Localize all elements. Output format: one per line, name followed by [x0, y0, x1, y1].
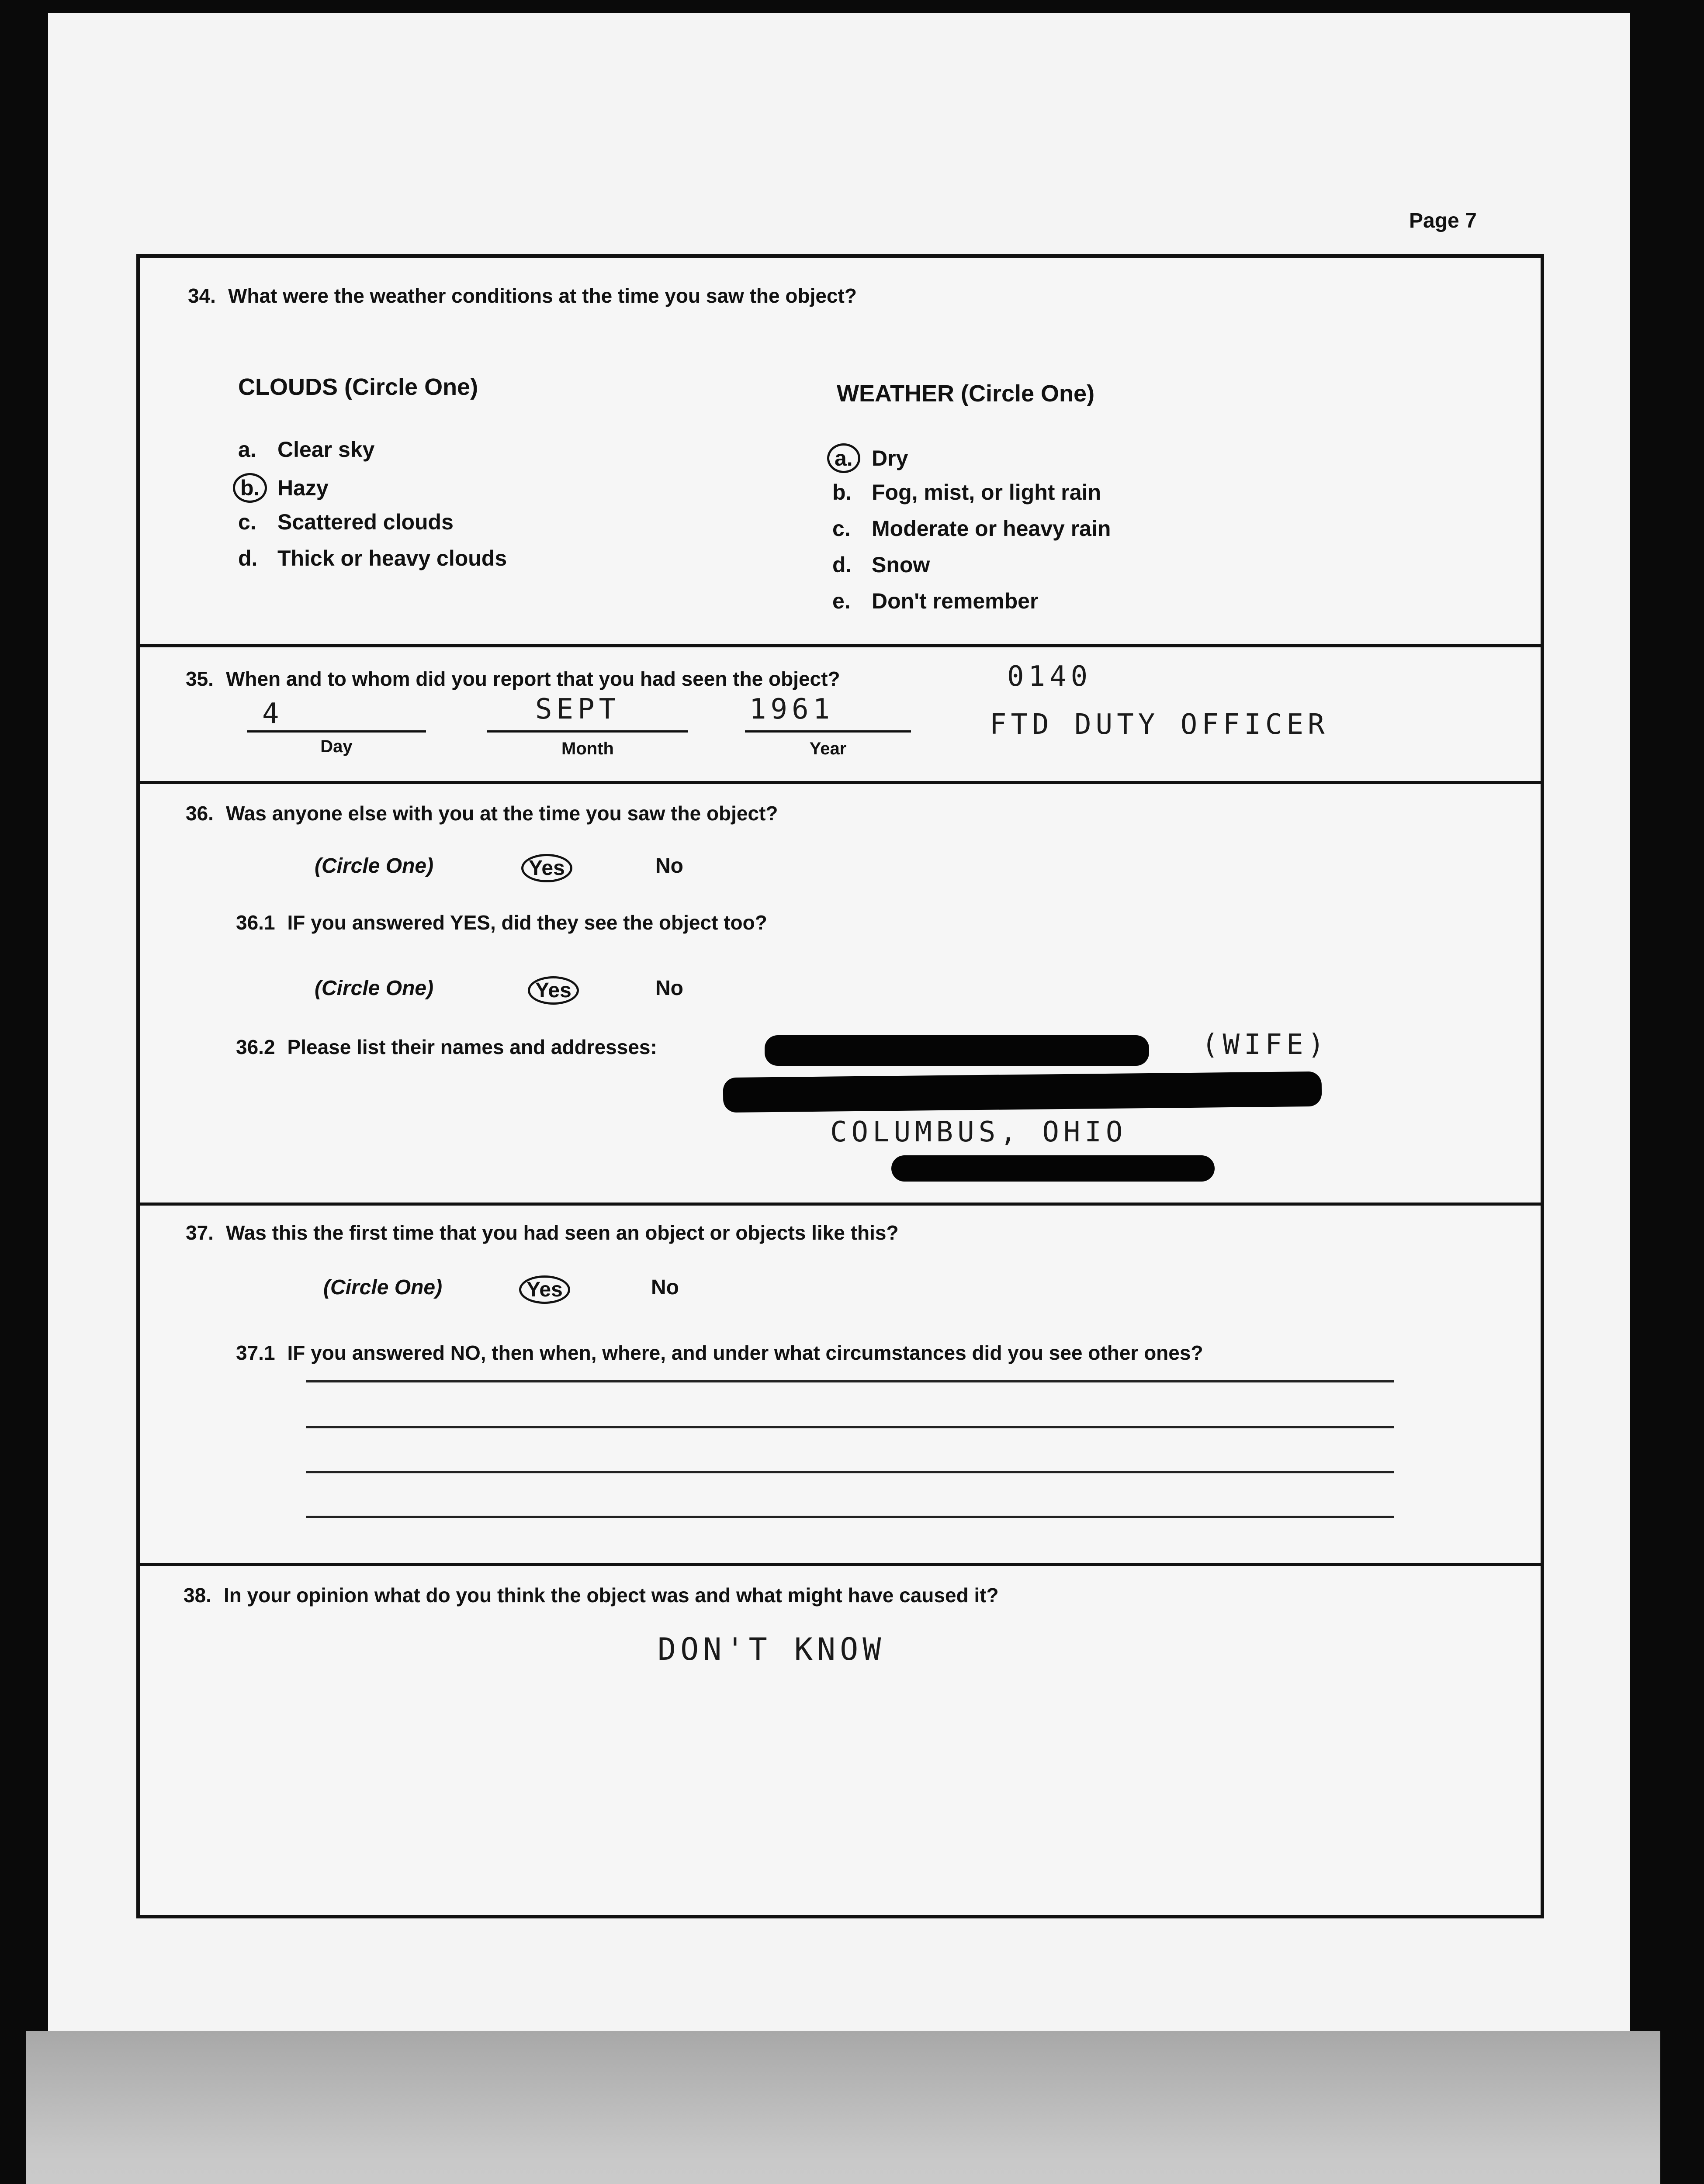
circled-answer-yes-36-1: Yes	[528, 976, 579, 1005]
answer-line-2[interactable]	[306, 1426, 1394, 1428]
question-37: 37. Was this the first time that you had seen an object or objects like this?	[186, 1221, 899, 1244]
circle-one-label-37: (Circle One)	[323, 1276, 443, 1299]
weather-option-a[interactable]: a. Dry	[832, 443, 908, 473]
year-label: Year	[809, 739, 847, 758]
clouds-option-d[interactable]: d. Thick or heavy clouds	[238, 546, 507, 570]
answer-yes-36-1[interactable]	[533, 976, 579, 1005]
opinion-answer[interactable]: DON'T KNOW	[658, 1631, 886, 1667]
weather-option-c[interactable]: c. Moderate or heavy rain	[832, 516, 1111, 541]
answer-line-1[interactable]	[306, 1380, 1394, 1382]
circle-one-label-36-1: (Circle One)	[315, 977, 434, 1000]
redacted-street-address	[723, 1071, 1322, 1113]
question-36: 36. Was anyone else with you at the time you saw the object?	[186, 802, 778, 825]
answer-line-3[interactable]	[306, 1471, 1394, 1473]
circled-answer-hazy: b.	[233, 473, 267, 503]
clouds-option-a[interactable]: a. Clear sky	[238, 437, 375, 462]
answer-yes-36[interactable]	[526, 854, 572, 882]
clouds-heading: CLOUDS (Circle One)	[238, 374, 478, 400]
weather-option-e[interactable]: e. Don't remember	[832, 589, 1039, 613]
redacted-name	[765, 1035, 1149, 1066]
question-34: 34. What were the weather conditions at the time you saw the object?	[188, 284, 857, 307]
question-37-1: 37.1 IF you answered NO, then when, where, and under what circumstances did you see other ones?	[236, 1341, 1203, 1364]
year-underline	[745, 730, 911, 733]
day-underline	[247, 730, 426, 733]
report-year-value[interactable]: 1961	[749, 693, 835, 726]
answer-line-4[interactable]	[306, 1516, 1394, 1518]
page-number: Page 7	[1409, 209, 1477, 232]
circled-answer-dry: a.	[827, 443, 860, 473]
relation-value: (WIFE)	[1202, 1029, 1329, 1061]
day-label: Day	[320, 737, 353, 756]
circled-answer-yes-36: Yes	[521, 854, 572, 882]
weather-option-d[interactable]: d. Snow	[832, 553, 930, 577]
month-underline	[487, 730, 688, 733]
question-35-section	[140, 644, 1541, 784]
question-35: 35. When and to whom did you report that you had seen the object?	[186, 667, 840, 690]
clouds-option-c[interactable]: c. Scattered clouds	[238, 510, 454, 534]
city-value: COLUMBUS, OHIO	[830, 1116, 1127, 1148]
report-time: 0140	[1007, 660, 1092, 693]
weather-heading: WEATHER (Circle One)	[837, 380, 1095, 407]
answer-no-36[interactable]: No	[655, 854, 683, 878]
question-36-1: 36.1 IF you answered YES, did they see the object too?	[236, 911, 767, 934]
report-day-value[interactable]: 4	[262, 698, 284, 730]
question-38: 38. In your opinion what do you think the object was and what might have caused it?	[184, 1584, 999, 1607]
reported-to-value[interactable]: FTD DUTY OFFICER	[990, 708, 1329, 741]
report-month-value[interactable]: SEPT	[535, 693, 620, 726]
clouds-option-b[interactable]: b. Hazy	[238, 473, 329, 503]
month-label: Month	[561, 739, 614, 758]
answer-no-37[interactable]: No	[651, 1276, 679, 1299]
question-37-section	[140, 1203, 1541, 1565]
question-36-section	[140, 781, 1541, 1205]
circled-answer-yes-37: Yes	[519, 1275, 570, 1304]
answer-yes-37[interactable]	[524, 1275, 570, 1304]
question-38-section	[140, 1563, 1541, 1917]
answer-no-36-1[interactable]: No	[655, 977, 683, 1000]
weather-option-b[interactable]: b. Fog, mist, or light rain	[832, 480, 1101, 505]
question-36-2: 36.2 Please list their names and addresses:	[236, 1036, 657, 1058]
circle-one-label: (Circle One)	[315, 854, 434, 878]
questionnaire-form	[136, 254, 1544, 1918]
background-page	[26, 2031, 1660, 2184]
redacted-zip	[891, 1155, 1215, 1182]
question-34-section	[140, 258, 1541, 646]
